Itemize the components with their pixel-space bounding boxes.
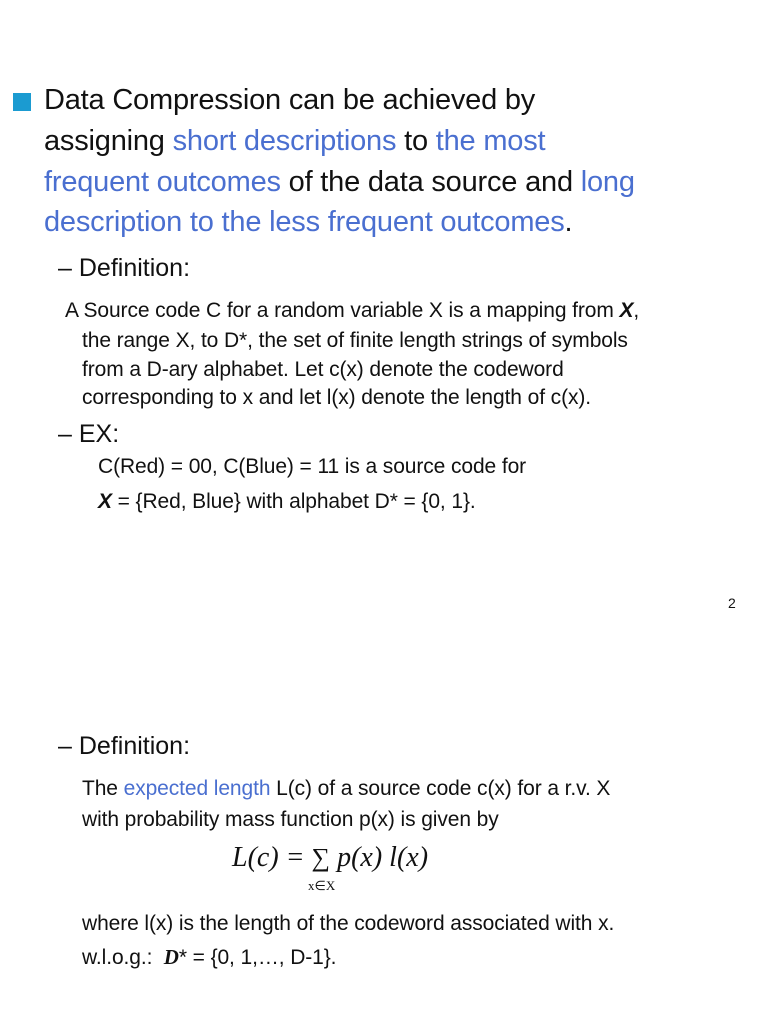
script-d-symbol: D bbox=[163, 945, 179, 969]
highlighted-phrase: the most bbox=[435, 125, 546, 157]
bullet-line bbox=[44, 127, 545, 156]
wlog-line bbox=[82, 947, 336, 968]
definition-text: A Source code C for a random variable X is a mapping from bbox=[65, 299, 620, 322]
text: * = {0, 1,…, D-1}. bbox=[178, 946, 337, 969]
script-x-symbol: X bbox=[619, 299, 634, 322]
text: L(c) of a source code c(x) for a r.v. X bbox=[270, 777, 611, 800]
formula-lhs: L(c) = bbox=[232, 842, 312, 873]
text: assigning bbox=[44, 125, 173, 157]
expected-length-formula bbox=[232, 842, 428, 874]
highlighted-phrase: long bbox=[580, 166, 635, 198]
summation-symbol: ∑ bbox=[311, 843, 331, 872]
example-line: C(Red) = 00, C(Blue) = 11 is a source code for bbox=[98, 455, 527, 478]
example-line bbox=[98, 491, 476, 512]
definition-heading: – Definition: bbox=[58, 254, 191, 282]
ex-label: EX: bbox=[78, 420, 120, 448]
text: The bbox=[82, 777, 124, 800]
where-line: where l(x) is the length of the codeword associated with x. bbox=[82, 912, 615, 935]
expected-length-line bbox=[82, 778, 610, 799]
bullet-line bbox=[44, 168, 635, 197]
page-number: 2 bbox=[728, 595, 736, 611]
pmf-line: with probability mass function p(x) is given by bbox=[82, 808, 499, 831]
bullet-square-icon bbox=[13, 93, 31, 111]
definition-label: Definition: bbox=[78, 732, 191, 760]
highlighted-phrase: short descriptions bbox=[172, 125, 397, 157]
formula-rhs: p(x) l(x) bbox=[337, 842, 429, 873]
script-x-symbol: X bbox=[98, 490, 112, 513]
ex-heading: – EX: bbox=[58, 420, 120, 448]
text: to bbox=[396, 125, 436, 157]
definition-label: Definition: bbox=[78, 254, 191, 282]
definition-line: the range X, to D*, the set of finite length strings of symbols bbox=[82, 329, 628, 352]
definition-line: from a D-ary alphabet. Let c(x) denote the codeword bbox=[82, 358, 564, 381]
bullet-line bbox=[44, 208, 572, 237]
highlighted-phrase: frequent outcomes bbox=[44, 166, 281, 198]
highlight-expected-length: expected length bbox=[123, 777, 271, 800]
definition-heading-2: – Definition: bbox=[58, 732, 191, 760]
text: Data Compression can be achieved by bbox=[44, 84, 536, 116]
summation-subscript: x∈X bbox=[308, 878, 336, 893]
definition-line: corresponding to x and let l(x) denote the length of c(x). bbox=[82, 386, 591, 409]
text: of the data source and bbox=[280, 166, 581, 198]
highlighted-phrase: description to the less frequent outcomes bbox=[44, 206, 565, 238]
text: w.l.o.g.: bbox=[82, 946, 164, 969]
definition-line: A Source code C for a random variable X is a mapping from X, bbox=[65, 299, 640, 322]
example-text: = {Red, Blue} with alphabet D* = {0, 1}. bbox=[111, 490, 476, 513]
bullet-line bbox=[44, 86, 535, 115]
text: . bbox=[564, 206, 573, 238]
